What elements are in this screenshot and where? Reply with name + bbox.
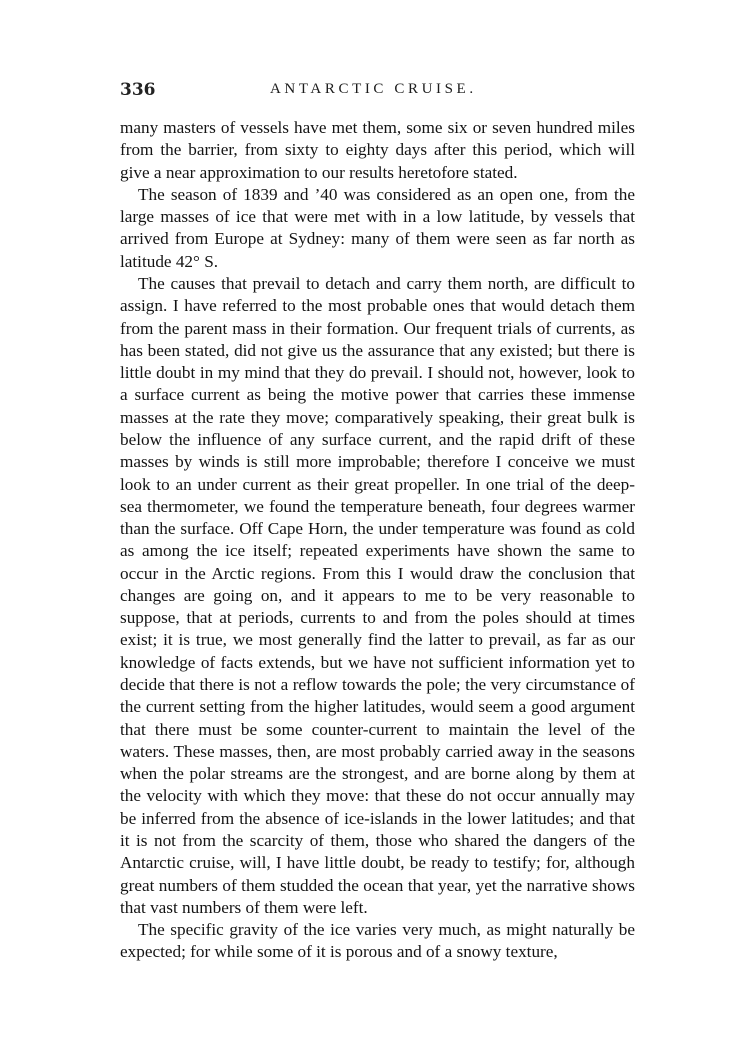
paragraph: The causes that prevail to detach and carry them north, are difficult to assign. I have referred to the most probable ones that would detach them from the parent mass in their formation. Our frequent trials of currents, as has been stated, did not give us the assurance that any existed; but there is little doubt in my mind that they do prevail. I should not, however, look to a surface current as being the motive power that carries these immense masses at the rate they move; comparatively speaking, their great bulk is below the influence of any surface current, and the rapid drift of these masses by winds is still more improbable; therefore I conceive we must look to an under current as their great propeller. In one trial of the deep-sea thermometer, we found the temperature beneath, four degrees warmer than the surface. Off Cape Horn, the under temperature was found as cold as among the ice itself; repeated experiments have shown the same to occur in the Arctic regions. From this I would draw the conclusion that changes are going on, and it appears to me to be very reasonable to suppose, that at periods, currents to and from the poles should at times exist; it is true, we most generally find the latter to prevail, as far as our knowledge of facts extends, but we have not sufficient information yet to decide that there is not a reflow towards the pole; the very circumstance of the current setting from the higher latitudes, would seem a good argument that there must be some counter-current to maintain the level of the waters. These masses, then, are most probably carried away in the seasons when the polar streams are the strongest, and are borne along by them at the velocity with which they move: that these do not occur annually may be inferred from the absence of ice-islands in the lower latitudes; and that it is not from the scarcity of them, those who shared the dangers of the Antarctic cruise, will, I have little doubt, be ready to testify; for, although great numbers of them studded the ocean that year, yet the narrative shows that vast numbers of them were left. [120,273,635,917]
paragraph: The specific gravity of the ice varies very much, as might naturally be expected; for while some of it is porous and of a snowy texture, [120,920,635,962]
paragraph: The season of 1839 and ’40 was considered as an open one, from the large masses of ice that were met with in a low latitude, by vessels that arrived from Europe at Sydney: many of them were seen as far north as latitude 42° S. [120,184,635,271]
body-text [120,117,635,964]
page-header [120,80,635,102]
running-head: ANTARCTIC CRUISE. [270,81,477,97]
page-number: 336 [120,80,156,100]
paragraph-continued: many masters of vessels have met them, some six or seven hundred miles from the barrier, from sixty to eighty days after this period, which will give a near approximation to our results heretofore stated. [120,118,635,182]
